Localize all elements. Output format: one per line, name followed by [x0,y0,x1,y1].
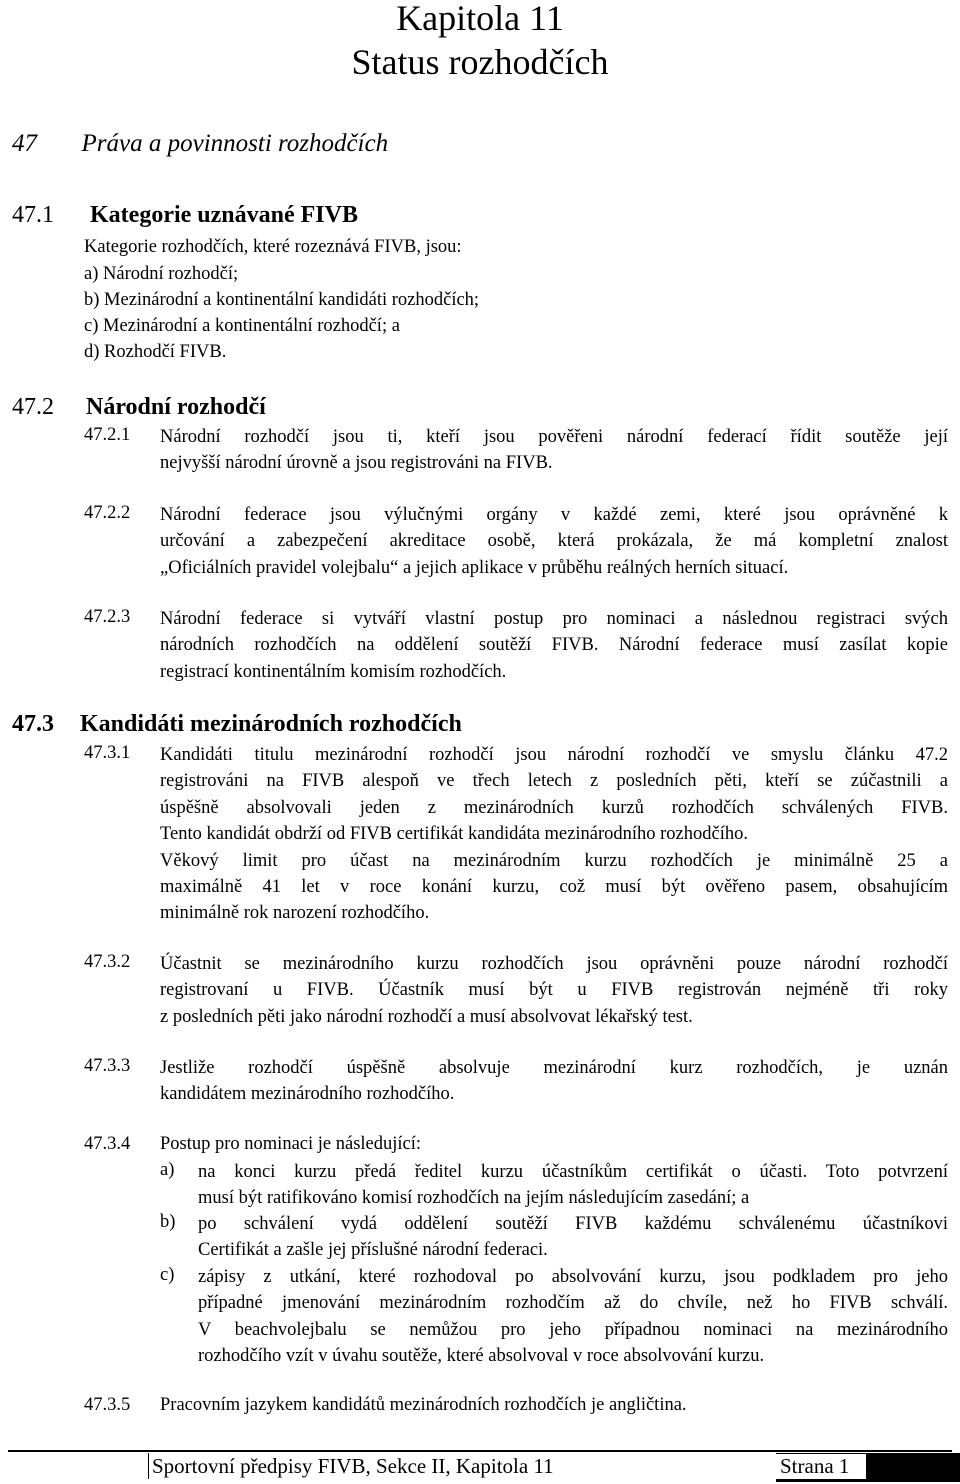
paragraph-line: na konci kurzu předá ředitel kurzu účastníkům certifikát o účasti. Toto potvrzení [198,1162,948,1182]
paragraph-47-3-2 [160,951,948,1030]
section-47-1-number: 47.1 [12,202,54,228]
paragraph-number: 47.3.5 [84,1395,131,1415]
section-47-2-heading [12,394,266,421]
paragraph-47-3-1 [160,742,948,927]
list-label: c) [160,1265,175,1285]
paragraph-line: „Oficiálních pravidel volejbalu“ a jejich aplikace v průběhu reálných herních situací. [160,557,789,578]
section-47-title: Práva a povinnosti rozhodčích [81,130,389,157]
paragraph-line: Národní federace jsou výlučnými orgány v každé zemi, které jsou oprávněné k [160,505,948,525]
section-47-3-title: Kandidáti mezinárodních rozhodčích [80,711,462,737]
paragraph-line: Účastnit se mezinárodního kurzu rozhodčích jsou oprávněni pouze národní rozhodčí [160,954,948,974]
paragraph-number: 47.3.4 [84,1134,131,1154]
list-item [198,1211,948,1264]
footer-rule [8,1450,952,1452]
chapter-title-line2: Status rozhodčích [351,42,609,82]
section-47-3-number: 47.3 [12,711,54,737]
paragraph-line: zápisy z utkání, které rozhodoval po absolvování kurzu, jsou podkladem pro jeho [198,1267,948,1287]
list-item: c) Mezinárodní a kontinentální rozhodčí; a [84,316,400,336]
paragraph-line: minimálně rok narození rozhodčího. [160,903,430,924]
chapter-title-line1: Kapitola 11 [396,0,564,38]
paragraph-line: Kandidáti titulu mezinárodní rozhodčí jsou národní rozhodčí ve smyslu článku 47.2 [160,745,948,765]
paragraph-line: případné jmenování mezinárodním rozhodčím až do chvíle, než ho FIVB schválí. [198,1293,948,1314]
paragraph-47-3-3 [160,1055,948,1108]
paragraph-47-2-1 [160,424,948,477]
list-label: a) [160,1160,175,1180]
section-47-2-title: Národní rozhodčí [86,394,266,420]
paragraph-number: 47.3.3 [84,1056,131,1076]
paragraph-line: registrovaní u FIVB. Účastník musí být u FIVB registrován nejméně tři roky [160,980,948,1001]
footer-page-number: Strana 1 [776,1454,866,1479]
section-47-2-number: 47.2 [12,394,54,420]
list-item: d) Rozhodčí FIVB. [84,342,227,362]
paragraph-line: Tento kandidát obdrží od FIVB certifikát kandidáta mezinárodního rozhodčího. [160,824,748,845]
paragraph-47-2-3 [160,606,948,685]
section-47-3-heading [12,711,462,738]
paragraph-line: úspěšně absolvovali jeden z mezinárodních kurzů rozhodčích schválených FIVB. [160,797,948,818]
paragraph-line: musí být ratifikováno komisí rozhodčích na jejím následujícím zasedání; a [198,1188,750,1209]
paragraph-line: z posledních pěti jako národní rozhodčí a musí absolvovat lékařský test. [160,1006,693,1027]
section-47-heading [12,130,388,158]
list-item: a) Národní rozhodčí; [84,264,239,284]
paragraph-line: rozhodčího vzít v úvahu soutěže, které absolvoval v roce absolvování kurzu. [198,1346,765,1367]
paragraph-line: určování a zabezpečení akreditace osobě, která prokázala, že má kompletní znalost [160,531,948,552]
footer-page-box [776,1453,960,1482]
paragraph-47-3-5: Pracovním jazykem kandidátů mezinárodních rozhodčích je angličtina. [160,1395,687,1415]
section-47-1-title: Kategorie uznávané FIVB [90,202,358,228]
list-item: b) Mezinárodní a kontinentální kandidáti rozhodčích; [84,290,480,310]
paragraph-line: nejvyšší národní úrovně a jsou registrováni na FIVB. [160,453,553,474]
paragraph-line: kandidátem mezinárodního rozhodčího. [160,1084,455,1105]
paragraph-line: Věkový limit pro účast na mezinárodním kurzu rozhodčích je minimálně 25 a [160,850,948,871]
paragraph-line: po schválení vydá oddělení soutěží FIVB každému schválenému účastníkovi [198,1214,948,1234]
paragraph-number: 47.2.2 [84,503,131,523]
section-47-number: 47 [12,130,37,157]
section-47-1-heading [12,202,358,229]
list-item [198,1159,948,1212]
paragraph-47-3-4-intro: Postup pro nominaci je následující: [160,1134,422,1154]
list-label: b) [160,1212,176,1232]
paragraph-line: V beachvolejbalu se nemůžou pro jeho případnou nominaci na mezinárodního [198,1319,948,1340]
paragraph-line: Národní rozhodčí jsou ti, kteří jsou pověřeni národní federací řídit soutěže její [160,427,948,447]
paragraph-line: Národní federace si vytváří vlastní postup pro nominaci a následnou registraci svých [160,609,948,629]
paragraph-number: 47.2.1 [84,425,131,445]
list-item [198,1264,948,1370]
paragraph-number: 47.2.3 [84,607,131,627]
section-47-1-intro: Kategorie rozhodčích, které rozeznává FIVB, jsou: [84,237,462,257]
paragraph-line: národních rozhodčích na oddělení soutěží FIVB. Národní federace musí zasílat kopie [160,635,948,656]
paragraph-47-2-2 [160,502,948,581]
paragraph-number: 47.3.2 [84,952,131,972]
paragraph-line: Jestliže rozhodčí úspěšně absolvuje mezinárodní kurz rozhodčích, je uznán [160,1058,948,1078]
paragraph-line: registrací kontinentálním komisím rozhodčích. [160,661,507,682]
paragraph-line: maximálně 41 let v roce konání kurzu, což musí být ověřeno pasem, obsahujícím [160,877,948,898]
paragraph-line: Certifikát a zašle jej příslušné národní federaci. [198,1240,548,1261]
chapter-title [0,0,960,84]
footer-title: Sportovní předpisy FIVB, Sekce II, Kapitola 11 [152,1454,554,1478]
paragraph-line: registrováni na FIVB alespoň ve třech letech z posledních pěti, kteří se zúčastnili a [160,771,948,792]
paragraph-number: 47.3.1 [84,743,131,763]
